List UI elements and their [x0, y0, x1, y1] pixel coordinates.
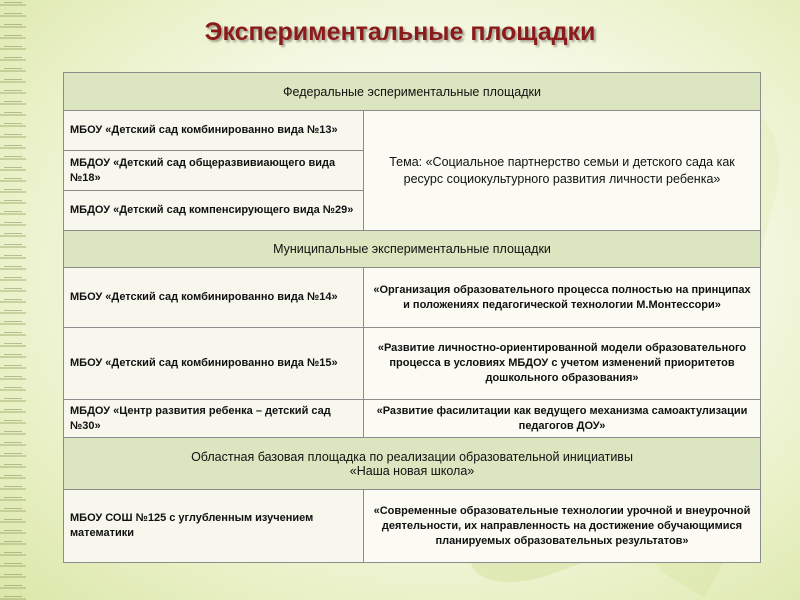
federal-topic: Тема: «Социальное партнерство семьи и детского сада как ресурс социокультурного развития личности ребенка»	[364, 111, 761, 231]
federal-org-2: МБДОУ «Детский сад общеразвивиающего вида №18»	[64, 151, 364, 191]
municipal-org-1: МБОУ «Детский сад комбинированно вида №14»	[64, 268, 364, 328]
notebook-rings-decoration	[4, 0, 22, 600]
regional-header-row	[64, 438, 761, 490]
regional-topic: «Современные образовательные технологии урочной и внеурочной деятельности, их направленность на достижение обучающимися планируемых образовательных результатов»	[364, 490, 761, 563]
page-title: Экспериментальные площадки	[204, 18, 596, 46]
table-row	[64, 400, 761, 438]
table-row	[64, 328, 761, 400]
table-row	[64, 490, 761, 563]
municipal-org-2: МБОУ «Детский сад комбинированно вида №15»	[64, 328, 364, 400]
regional-header-line1: Областная базовая площадка по реализации образовательной инициативы	[191, 449, 633, 464]
regional-org: МБОУ СОШ №125 с углубленным изучением математики	[64, 490, 364, 563]
municipal-section-header: Муниципальные экспериментальные площадки	[64, 231, 761, 268]
table-row	[64, 268, 761, 328]
table-row	[64, 111, 761, 151]
sites-table	[63, 72, 761, 563]
regional-header-line2: «Наша новая школа»	[349, 463, 475, 478]
municipal-header-row	[64, 231, 761, 268]
municipal-topic-2: «Развитие личностно-ориентированной модели образовательного процесса в условиях МБДОУ с учетом изменений приоритетов дошкольного образования»	[364, 328, 761, 400]
municipal-topic-1: «Организация образовательного процесса полностью на принципах и положениях педагогической технологии М.Монтессори»	[364, 268, 761, 328]
municipal-org-3: МБДОУ «Центр развития ребенка – детский сад №30»	[64, 400, 364, 438]
federal-org-3: МБДОУ «Детский сад компенсирующего вида №29»	[64, 191, 364, 231]
regional-section-header	[64, 438, 761, 490]
federal-section-header: Федеральные эспериментальные площадки	[64, 73, 761, 111]
federal-org-1: МБОУ «Детский сад комбинированно вида №13»	[64, 111, 364, 151]
municipal-topic-3: «Развитие фасилитации как ведущего механизма самоактулизации педагогов ДОУ»	[364, 400, 761, 438]
federal-header-row	[64, 73, 761, 111]
